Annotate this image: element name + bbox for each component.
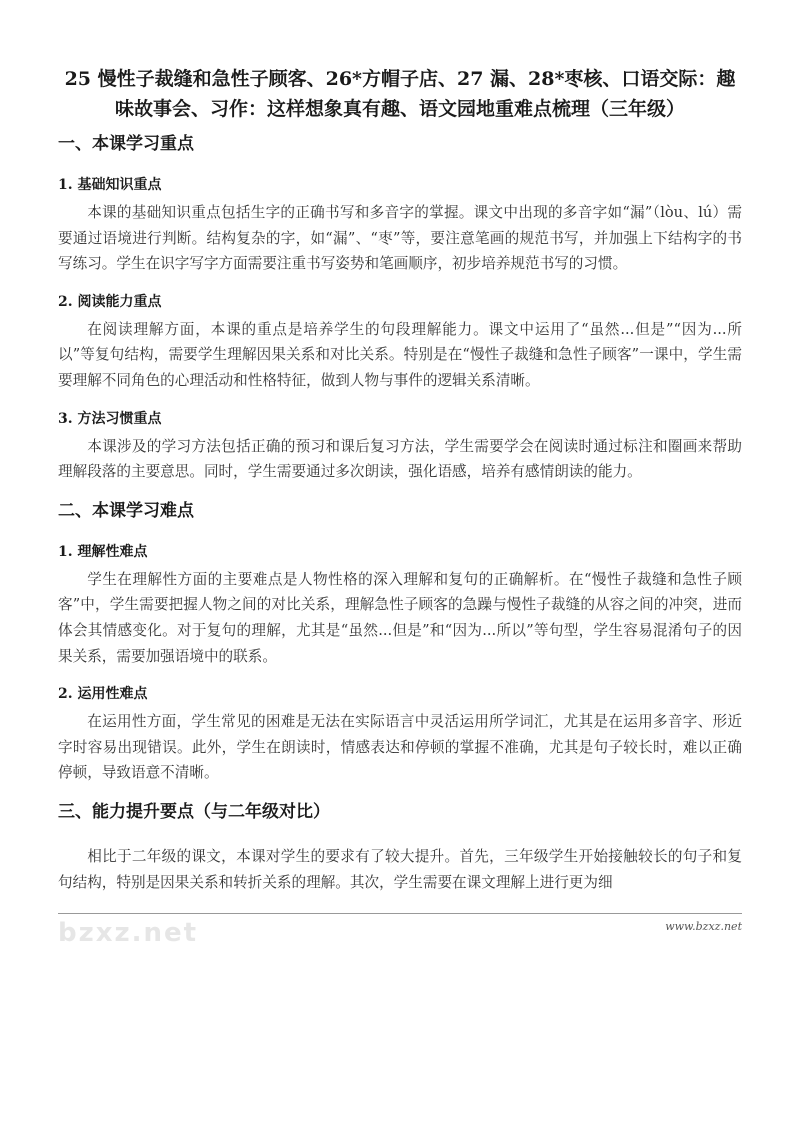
watermark: bzxz.net: [58, 918, 199, 949]
paragraph-reading-ability: 在阅读理解方面，本课的重点是培养学生的句段理解能力。课文中运用了“虽然...但是”“因为...所以”等复句结构，需要学生理解因果关系和对比关系。特别是在“慢性子裁缝和急性子顾客”一课中，学生需要理解不同角色的心理活动和性格特征，做到人物与事件的逻辑关系清晰。: [58, 320, 742, 389]
section-heading-ability-improvement: 三、能力提升要点（与二年级对比）: [58, 801, 330, 822]
section-heading-difficulties: 二、本课学习难点: [58, 500, 194, 521]
footer-url: www.bzxz.net: [665, 920, 742, 934]
subsection-heading-comprehension: 1. 理解性难点: [58, 543, 148, 560]
paragraph-method-habit: 本课涉及的学习方法包括正确的预习和课后复习方法，学生需要学会在阅读时通过标注和圈画来帮助理解段落的主要意思。同时，学生需要通过多次朗读，强化语感，培养有感情朗读的能力。: [58, 437, 742, 481]
footer: [58, 914, 742, 960]
document-title: 25 慢性子裁缝和急性子顾客、26*方帽子店、27 漏、28*枣核、口语交际：趣味故事会、习作：这样想象真有趣、语文园地重难点梳理（三年级）: [64, 68, 736, 120]
paragraph-comprehension: 学生在理解性方面的主要难点是人物性格的深入理解和复句的正确解析。在“慢性子裁缝和急性子顾客”中，学生需要把握人物之间的对比关系，理解急性子顾客的急躁与慢性子裁缝的从容之间的冲突，进而体会其情感变化。对于复句的理解，尤其是“虽然...但是”和“因为...所以”等句型，学生容易混淆句子的因果关系，需要加强语境中的联系。: [58, 570, 742, 665]
subsection-heading-method-habit: 3. 方法习惯重点: [58, 410, 162, 427]
paragraph-ability-improvement: 相比于二年级的课文，本课对学生的要求有了较大提升。首先，三年级学生开始接触较长的句子和复句结构，特别是因果关系和转折关系的理解。其次，学生需要在课文理解上进行更为细: [58, 847, 742, 891]
subsection-heading-reading-ability: 2. 阅读能力重点: [58, 293, 162, 310]
section-heading-key-points: 一、本课学习重点: [58, 134, 194, 154]
subsection-heading-basic-knowledge: 1. 基础知识重点: [58, 177, 162, 193]
paragraph-application: 在运用性方面，学生常见的困难是无法在实际语言中灵活运用所学词汇，尤其是在运用多音字、形近字时容易出现错误。此外，学生在朗读时，情感表达和停顿的掌握不准确，尤其是句子较长时，难以正确停顿，导致语意不清晰。: [58, 713, 742, 782]
paragraph-basic-knowledge: 本课的基础知识重点包括生字的正确书写和多音字的掌握。课文中出现的多音字如“漏”（lòu、lú）需要通过语境进行判断。结构复杂的字，如“漏”、“枣”等，要注意笔画的规范书写，并加强上下结构字的书写练习。学生在识字写字方面需要注重书写姿势和笔画顺序，初步培养规范书写的习惯。: [58, 204, 742, 273]
subsection-heading-application: 2. 运用性难点: [58, 686, 148, 703]
